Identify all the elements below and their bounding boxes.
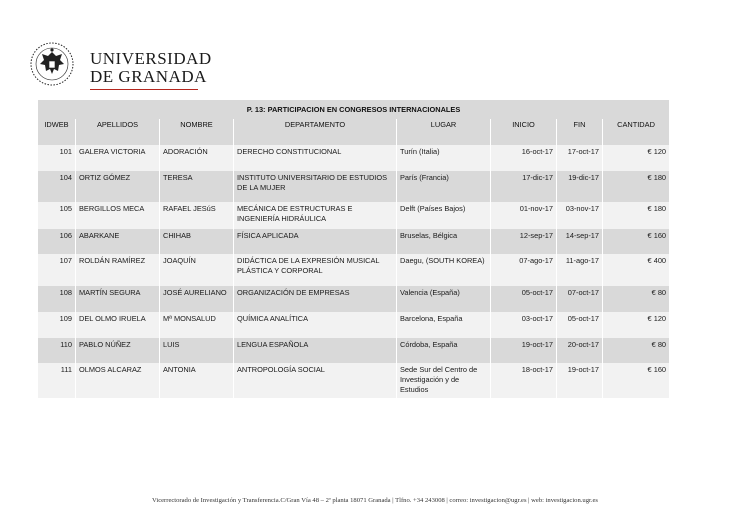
cell-fin: 11-ago-17 <box>556 254 602 286</box>
table-header-row <box>38 119 669 145</box>
cell-idweb: 108 <box>38 286 75 312</box>
cell-inicio: 17-dic-17 <box>490 171 556 202</box>
col-header-apellidos: APELLIDOS <box>75 119 159 145</box>
cell-inicio: 16-oct-17 <box>490 145 556 171</box>
cell-cantidad: € 80 <box>602 286 669 312</box>
cell-idweb: 104 <box>38 171 75 202</box>
cell-inicio: 18-oct-17 <box>490 363 556 398</box>
cell-nombre: LUIS <box>159 338 233 363</box>
table-row <box>38 363 669 398</box>
col-header-inicio: INICIO <box>490 119 556 145</box>
logo-underline <box>90 89 198 90</box>
cell-lugar: Daegu, (SOUTH KOREA) <box>396 254 490 286</box>
cell-departamento: QUÍMICA ANALÍTICA <box>233 312 396 338</box>
table-row <box>38 202 669 229</box>
university-name-line1: UNIVERSIDAD <box>90 49 212 68</box>
cell-inicio: 05-oct-17 <box>490 286 556 312</box>
cell-fin: 14-sep-17 <box>556 229 602 254</box>
cell-fin: 17-oct-17 <box>556 145 602 171</box>
cell-idweb: 106 <box>38 229 75 254</box>
col-header-cantidad: CANTIDAD <box>602 119 669 145</box>
cell-nombre: TERESA <box>159 171 233 202</box>
cell-lugar: Bruselas, Bélgica <box>396 229 490 254</box>
table-row <box>38 145 669 171</box>
cell-fin: 07-oct-17 <box>556 286 602 312</box>
col-header-departamento: DEPARTAMENTO <box>233 119 396 145</box>
cell-lugar: Turín (Italia) <box>396 145 490 171</box>
table-row <box>38 338 669 363</box>
university-name-line2: DE GRANADA <box>90 67 207 86</box>
university-logo <box>28 40 212 95</box>
cell-fin: 05-oct-17 <box>556 312 602 338</box>
university-crest-icon <box>28 40 76 88</box>
table-row <box>38 312 669 338</box>
cell-departamento: DIDÁCTICA DE LA EXPRESIÓN MUSICAL PLÁSTICA Y CORPORAL <box>233 254 396 286</box>
cell-cantidad: € 80 <box>602 338 669 363</box>
cell-departamento: ORGANIZACIÓN DE EMPRESAS <box>233 286 396 312</box>
table-row <box>38 254 669 286</box>
table-row <box>38 286 669 312</box>
cell-inicio: 03-oct-17 <box>490 312 556 338</box>
cell-apellidos: ABARKANE <box>75 229 159 254</box>
cell-lugar: Delft (Países Bajos) <box>396 202 490 229</box>
col-header-fin: FIN <box>556 119 602 145</box>
table-title: P. 13: PARTICIPACION EN CONGRESOS INTERNACIONALES <box>38 100 669 119</box>
page-footer: Vicerrectorado de Investigación y Transferencia.C/Gran Vía 48 – 2ª planta 18071 Granada | Tlfno. +34 243008 | correo: investigacion@ugr.es | web: investigacion.ugr.es <box>152 497 598 504</box>
cell-departamento: INSTITUTO UNIVERSITARIO DE ESTUDIOS DE LA MUJER <box>233 171 396 202</box>
col-header-lugar: LUGAR <box>396 119 490 145</box>
cell-nombre: ADORACIÓN <box>159 145 233 171</box>
cell-departamento: LENGUA ESPAÑOLA <box>233 338 396 363</box>
cell-inicio: 07-ago-17 <box>490 254 556 286</box>
cell-apellidos: PABLO NÚÑEZ <box>75 338 159 363</box>
col-header-nombre: NOMBRE <box>159 119 233 145</box>
cell-apellidos: ROLDÁN RAMÍREZ <box>75 254 159 286</box>
cell-apellidos: GALERA VICTORIA <box>75 145 159 171</box>
cell-nombre: ANTONIA <box>159 363 233 398</box>
cell-cantidad: € 180 <box>602 171 669 202</box>
cell-lugar: Valencia (España) <box>396 286 490 312</box>
cell-apellidos: MARTÍN SEGURA <box>75 286 159 312</box>
cell-idweb: 111 <box>38 363 75 398</box>
cell-apellidos: ORTIZ GÓMEZ <box>75 171 159 202</box>
cell-lugar: Córdoba, España <box>396 338 490 363</box>
table-row <box>38 229 669 254</box>
cell-idweb: 107 <box>38 254 75 286</box>
cell-apellidos: DEL OLMO IRUELA <box>75 312 159 338</box>
cell-apellidos: BERGILLOS MECA <box>75 202 159 229</box>
cell-nombre: Mª MONSALUD <box>159 312 233 338</box>
cell-idweb: 110 <box>38 338 75 363</box>
cell-departamento: ANTROPOLOGÍA SOCIAL <box>233 363 396 398</box>
congress-table <box>38 100 669 398</box>
cell-nombre: RAFAEL JESúS <box>159 202 233 229</box>
col-header-idweb: IDWEB <box>38 119 75 145</box>
cell-cantidad: € 160 <box>602 229 669 254</box>
cell-apellidos: OLMOS ALCARAZ <box>75 363 159 398</box>
cell-idweb: 109 <box>38 312 75 338</box>
cell-lugar: París (Francia) <box>396 171 490 202</box>
cell-fin: 19-oct-17 <box>556 363 602 398</box>
cell-fin: 03-nov-17 <box>556 202 602 229</box>
cell-lugar: Barcelona, España <box>396 312 490 338</box>
cell-fin: 20-oct-17 <box>556 338 602 363</box>
university-name <box>90 50 212 86</box>
cell-nombre: JOSÉ AURELIANO <box>159 286 233 312</box>
cell-cantidad: € 180 <box>602 202 669 229</box>
cell-cantidad: € 120 <box>602 145 669 171</box>
cell-cantidad: € 160 <box>602 363 669 398</box>
cell-idweb: 101 <box>38 145 75 171</box>
cell-departamento: FÍSICA APLICADA <box>233 229 396 254</box>
cell-idweb: 105 <box>38 202 75 229</box>
cell-departamento: DERECHO CONSTITUCIONAL <box>233 145 396 171</box>
cell-nombre: CHIHAB <box>159 229 233 254</box>
table-row <box>38 171 669 202</box>
cell-cantidad: € 400 <box>602 254 669 286</box>
cell-inicio: 19-oct-17 <box>490 338 556 363</box>
cell-nombre: JOAQUÍN <box>159 254 233 286</box>
cell-fin: 19-dic-17 <box>556 171 602 202</box>
cell-lugar: Sede Sur del Centro de Investigación y de Estudios <box>396 363 490 398</box>
cell-cantidad: € 120 <box>602 312 669 338</box>
cell-inicio: 12-sep-17 <box>490 229 556 254</box>
cell-departamento: MECÁNICA DE ESTRUCTURAS E INGENIERÍA HIDRÁULICA <box>233 202 396 229</box>
cell-inicio: 01-nov-17 <box>490 202 556 229</box>
